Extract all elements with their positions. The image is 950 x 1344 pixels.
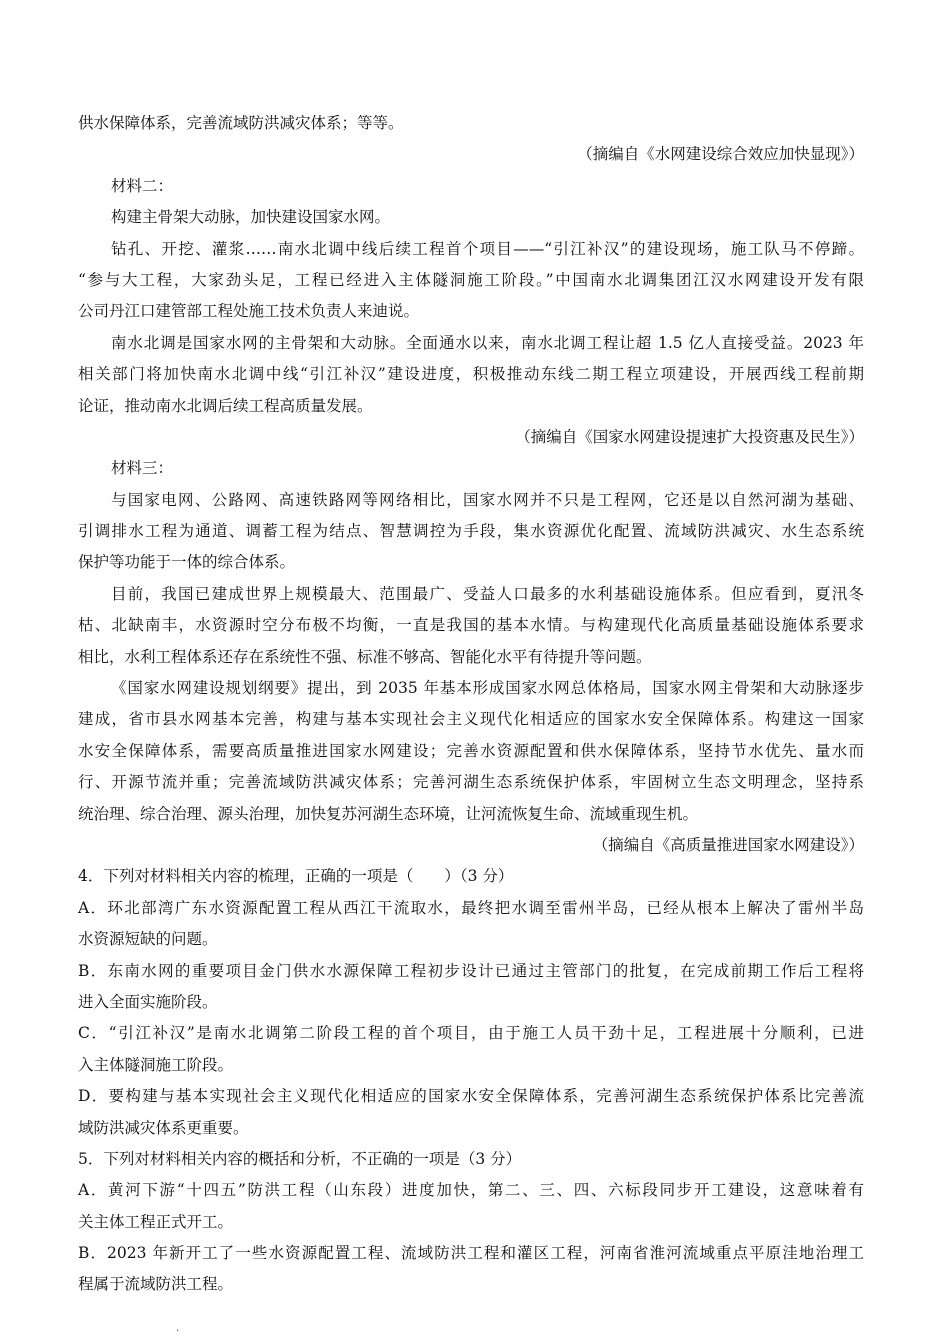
text-line: 进入全面实施阶段。 [78,992,218,1011]
text-line: 水资源短缺的问题。 [78,930,218,949]
text-line: D．要构建与基本实现社会主义现代化相适应的国家水安全保障体系，完善河湖生态系统保护体系比完善流 [78,1087,864,1106]
text-line: 行、开源节流并重；完善流域防洪减灾体系；完善河湖生态系统保护体系，牢固树立生态文明理念，坚持系 [78,773,864,792]
text-line: （摘编自《高质量推进国家水网建设》） [592,835,864,854]
text-line: A．环北部湾广东水资源配置工程从西江干流取水，最终把水调至雷州半岛，已经从根本上解决了雷州半岛 [78,898,864,917]
text-line: 南水北调是国家水网的主骨架和大动脉。全面通水以来，南水北调工程让超 1.5 亿人直接受益。2023 年 [111,333,864,352]
text-line: 构建主骨架大动脉，加快建设国家水网。 [111,208,391,227]
text-line: 保护等功能于一体的综合体系。 [78,553,296,572]
text-line: B．2023 年新开工了一些水资源配置工程、流域防洪工程和灌区工程，河南省淮河流域重点平原洼地治理工 [78,1244,864,1263]
text-line: 材料三： [111,459,174,478]
text-line: 目前，我国已建成世界上规模最大、范围最广、受益人口最多的水利基础设施体系。但应看到，夏汛冬 [111,584,864,603]
text-line: 关主体工程正式开工。 [78,1212,234,1231]
text-line: 程属于流域防洪工程。 [78,1275,234,1294]
text-line: 统治理、综合治理、源头治理，加快复苏河湖生态环境，让河流恢复生命、流域重现生机。 [78,804,699,823]
text-line: 建成，省市县水网基本完善，构建与基本实现社会主义现代化相适应的国家水安全保障体系。构建这一国家 [78,710,864,729]
text-line: 枯、北缺南丰，水资源时空分布极不均衡，一直是我国的基本水情。与构建现代化高质量基础设施体系要求 [78,616,864,635]
text-line: 论证，推动南水北调后续工程高质量发展。 [78,396,373,415]
text-line: “参与大工程，大家劲头足，工程已经进入主体隧洞施工阶段。”中国南水北调集团江汉水网建设开发有限 [78,270,864,289]
text-line: 引调排水工程为通道、调蓄工程为结点、智慧调控为手段，集水资源优化配置、流域防洪减灾、水生态系统 [78,522,864,541]
text-line: A．黄河下游“十四五”防洪工程（山东段）进度加快，第二、三、四、六标段同步开工建设，这意味着有 [78,1181,864,1200]
text-line: C．“引江补汉”是南水北调第二阶段工程的首个项目，由于施工人员干劲十足，工程进展十分顺利，已进 [78,1024,864,1043]
text-line: B．东南水网的重要项目金门供水水源保障工程初步设计已通过主管部门的批复，在完成前期工作后工程将 [78,961,864,980]
footer-mark: · [176,1326,180,1337]
text-line: 入主体隧洞施工阶段。 [78,1055,234,1074]
text-line: 公司丹江口建管部工程处施工技术负责人来迪说。 [78,302,420,321]
text-line: 相关部门将加快南水北调中线“引江补汉”建设进度，积极推动东线二期工程立项建设，开展西线工程前期 [78,365,864,384]
text-line: 4．下列对材料相关内容的梳理，正确的一项是（ ）（3 分） [78,867,514,886]
text-line: 材料二： [111,176,174,195]
text-line: 水安全保障体系，需要高质量推进国家水网建设；完善水资源配置和供水保障体系，坚持节水优先、量水而 [78,741,864,760]
text-line: 供水保障体系，完善流域防洪减灾体系；等等。 [78,114,404,132]
text-line: （摘编自《水网建设综合效应加快显现》） [577,145,864,164]
text-line: 与国家电网、公路网、高速铁路网等网络相比，国家水网并不只是工程网，它还是以自然河湖为基础、 [111,490,864,509]
text-line: 域防洪减灾体系更重要。 [78,1118,249,1137]
text-line: （摘编自《国家水网建设提速扩大投资惠及民生》） [515,427,864,446]
text-line: 5．下列对材料相关内容的概括和分析，不正确的一项是（3 分） [78,1149,522,1168]
text-line: 钻孔、开挖、灌浆……南水北调中线后续工程首个项目——“引江补汉”的建设现场，施工队马不停蹄。 [111,239,864,258]
document-page [78,108,864,1301]
text-line: 《国家水网建设规划纲要》提出，到 2035 年基本形成国家水网总体格局，国家水网主骨架和大动脉逐步 [111,679,864,698]
text-line: 相比，水利工程体系还存在系统性不强、标准不够高、智能化水平有待提升等问题。 [78,647,652,666]
